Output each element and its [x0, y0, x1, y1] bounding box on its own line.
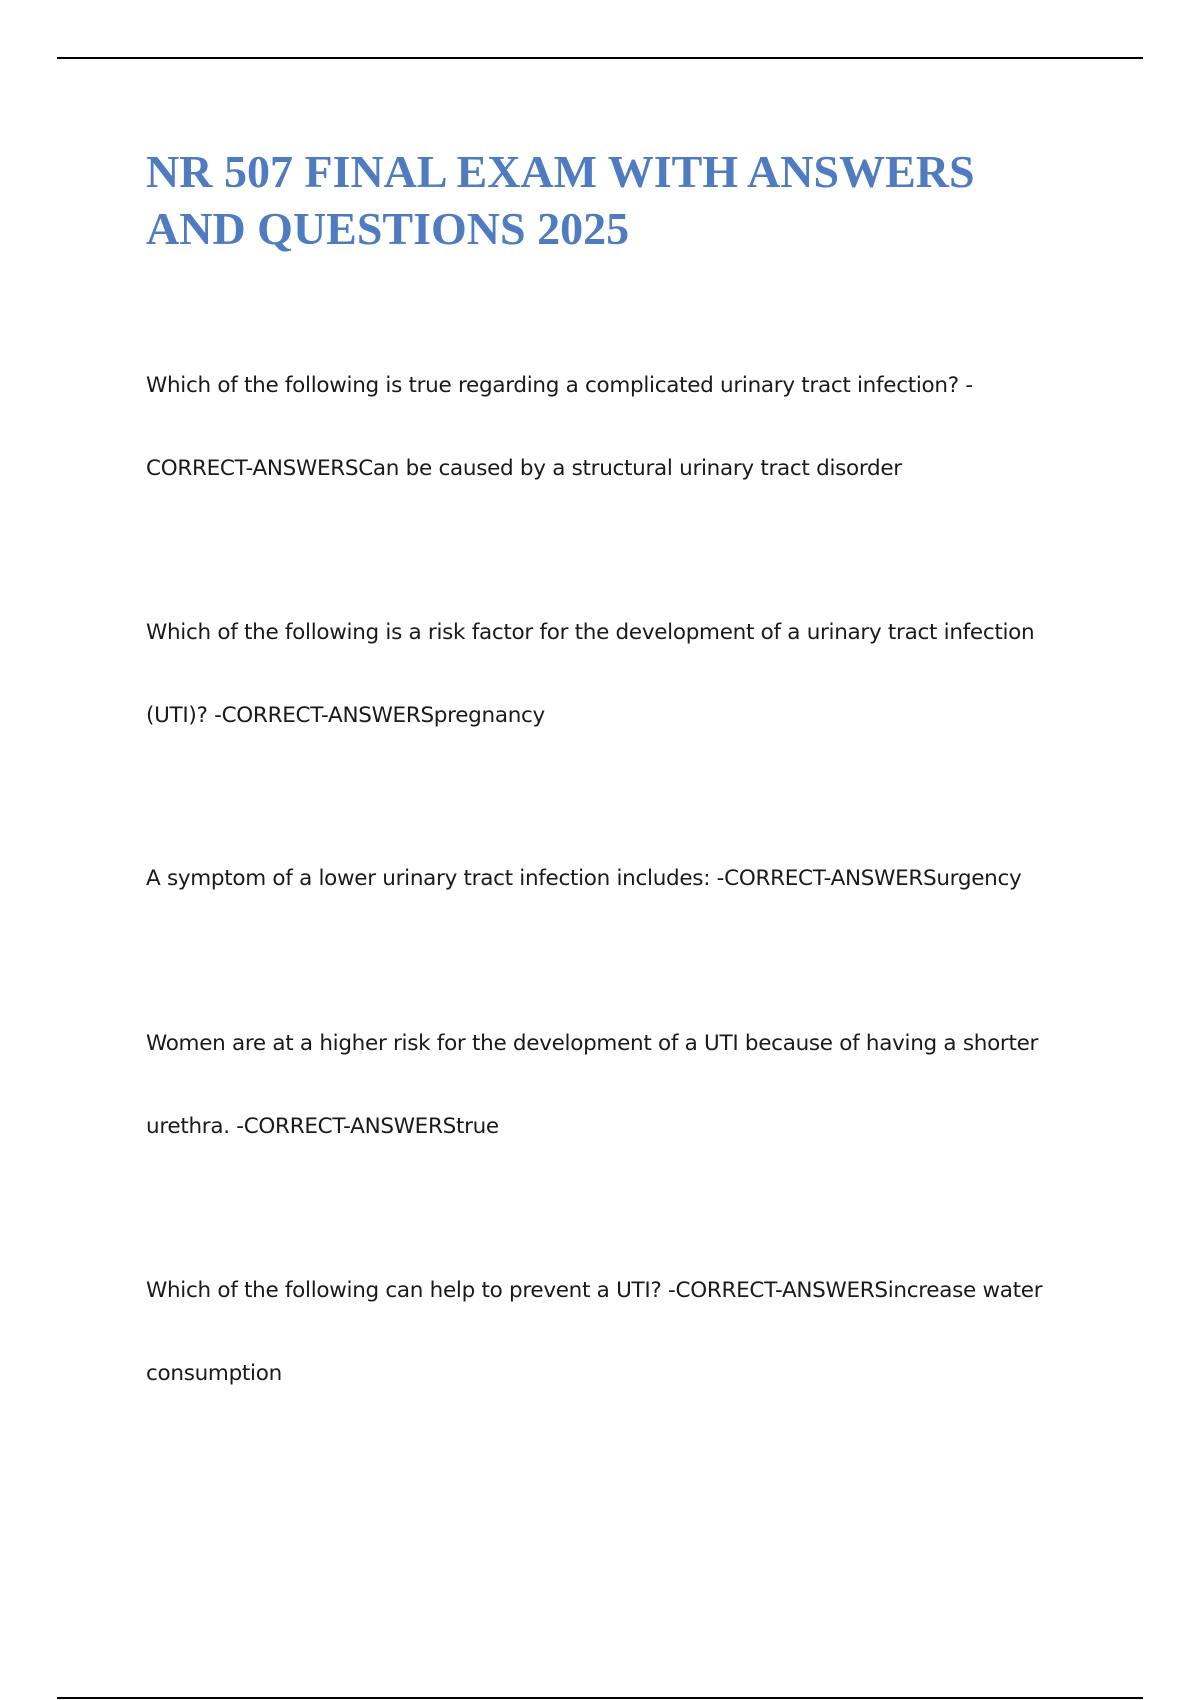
title-line-2: AND QUESTIONS 2025 — [146, 203, 630, 254]
qa-item-2 — [146, 591, 1086, 757]
qa-item-1-line-1: Which of the following is true regarding a complicated urinary tract infection? - — [146, 373, 973, 398]
qa-item-5 — [146, 1249, 1086, 1415]
qa-item-5-line-1: Which of the following can help to prevent a UTI? -CORRECT-ANSWERSincrease water — [146, 1278, 1043, 1303]
qa-item-1 — [146, 344, 1086, 510]
qa-item-1-line-2: CORRECT-ANSWERSCan be caused by a structural urinary tract disorder — [146, 456, 902, 481]
qa-item-4 — [146, 1002, 1086, 1168]
header-rule — [57, 57, 1143, 59]
qa-item-3 — [146, 837, 1086, 920]
qa-item-3-line-1: A symptom of a lower urinary tract infection includes: -CORRECT-ANSWERSurgency — [146, 866, 1022, 891]
qa-item-2-line-1: Which of the following is a risk factor for the development of a urinary tract infection — [146, 620, 1035, 645]
qa-item-4-line-1: Women are at a higher risk for the development of a UTI because of having a shorter — [146, 1031, 1039, 1056]
footer-rule — [57, 1697, 1143, 1699]
qa-item-5-line-2: consumption — [146, 1361, 282, 1386]
document-title — [146, 143, 1106, 257]
title-line-1: NR 507 FINAL EXAM WITH ANSWERS — [146, 146, 975, 197]
qa-item-4-line-2: urethra. -CORRECT-ANSWERStrue — [146, 1114, 499, 1139]
qa-item-2-line-2: (UTI)? -CORRECT-ANSWERSpregnancy — [146, 703, 545, 728]
